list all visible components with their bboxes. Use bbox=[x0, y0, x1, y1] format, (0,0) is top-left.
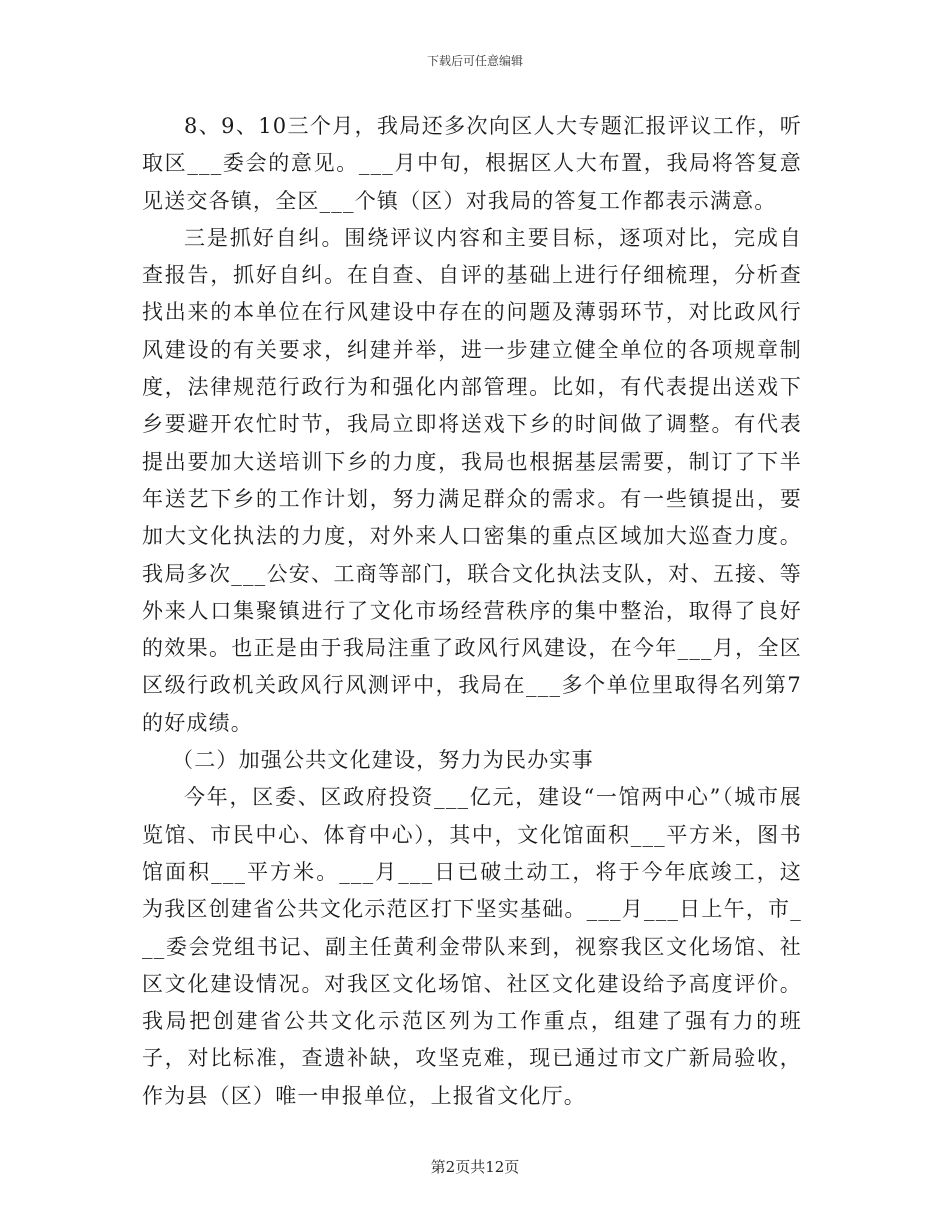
paragraph-self-correction: 三是抓好自纠。围绕评议内容和主要目标，逐项对比，完成自查报告，抓好自纠。在自查、自评的基础上进行仔细梳理，分析查找出来的本单位在行风建设中存在的问题及薄弱环节，对比政风行风建设的有关要求，纠建并举，进一步建立健全单位的各项规章制度，法律规范行政行为和强化内部管理。比如，有代表提出送戏下乡要避开农忙时节，我局立即将送戏下乡的时间做了调整。有代表提出要加大送培训下乡的力度，我局也根据基层需要，制订了下半年送艺下乡的工作计划，努力满足群众的需求。有一些镇提出，要加大文化执法的力度，对外来人口密集的重点区域加大巡查力度。我局多次___公安、工商等部门，联合文化执法支队，对、五接、等外来人口集聚镇进行了文化市场经营秩序的集中整治，取得了良好的效果。也正是由于我局注重了政风行风建设，在今年___月，全区区级行政机关政风行风测评中，我局在___多个单位里取得名列第7的好成绩。 bbox=[142, 225, 802, 735]
section-heading-public-culture: （二）加强公共文化建设，努力为民办实事 bbox=[172, 748, 594, 773]
page-footer-number: 第2页共12页 bbox=[430, 1158, 520, 1176]
page-header-note: 下载后可任意编辑 bbox=[426, 54, 523, 68]
document-body bbox=[142, 108, 802, 1115]
paragraph-public-culture: 今年，区委、区政府投资___亿元，建设“一馆两中心”（城市展览馆、市民中心、体育中心），其中，文化馆面积___平方米，图书馆面积___平方米。___月___日已破土动工，将于今年底竣工，这为我区创建省公共文化示范区打下坚实基础。___月___日上午，市___委会党组书记、副主任黄利金带队来到，视察我区文化场馆、社区文化建设情况。对我区文化场馆、社区文化建设给予高度评价。我局把创建省公共文化示范区列为工作重点，组建了强有力的班子，对比标准，查遗补缺，攻坚克难，现已通过市文广新局验收，作为县（区）唯一申报单位，上报省文化厅。 bbox=[142, 785, 802, 1108]
paragraph-review-report: 8、9、10三个月，我局还多次向区人大专题汇报评议工作，听取区___委会的意见。___月中旬，根据区人大布置，我局将答复意见送交各镇，全区___个镇（区）对我局的答复工作都表示满意。 bbox=[142, 114, 802, 213]
